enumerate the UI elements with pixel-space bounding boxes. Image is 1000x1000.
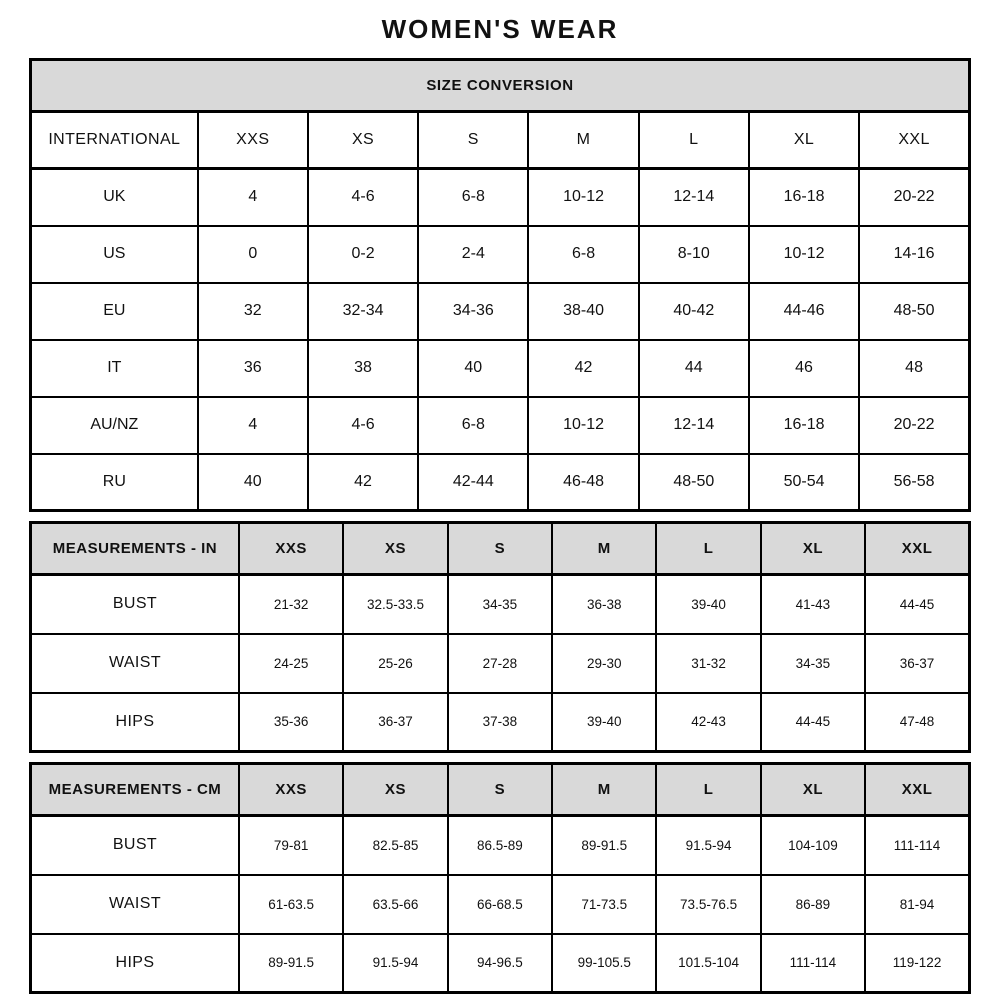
value-cell: 12-14 — [639, 169, 749, 226]
value-cell: 48 — [859, 340, 969, 397]
size-header-cell: L — [639, 112, 749, 169]
value-cell: 104-109 — [761, 816, 865, 875]
size-header-cell: XS — [343, 523, 447, 575]
table-row — [31, 397, 970, 454]
value-cell: 8-10 — [639, 226, 749, 283]
value-cell: 20-22 — [859, 397, 969, 454]
table-row — [31, 226, 970, 283]
size-conversion-title: SIZE CONVERSION — [31, 60, 970, 112]
value-cell: 25-26 — [343, 634, 447, 693]
size-header-cell: XXS — [198, 112, 308, 169]
value-cell: 39-40 — [552, 693, 656, 752]
value-cell: 82.5-85 — [343, 816, 447, 875]
size-header-cell: XXS — [239, 523, 343, 575]
value-cell: 2-4 — [418, 226, 528, 283]
value-cell: 16-18 — [749, 169, 859, 226]
table-row — [31, 454, 970, 511]
value-cell: 91.5-94 — [343, 934, 447, 993]
value-cell: 12-14 — [639, 397, 749, 454]
measurements-in-table — [29, 521, 971, 753]
value-cell: 48-50 — [859, 283, 969, 340]
size-header-cell: L — [656, 523, 760, 575]
row-label: WAIST — [31, 634, 239, 693]
size-header-cell: L — [656, 764, 760, 816]
value-cell: 31-32 — [656, 634, 760, 693]
row-label: RU — [31, 454, 198, 511]
size-header-cell: XXL — [865, 764, 969, 816]
value-cell: 89-91.5 — [552, 816, 656, 875]
value-cell: 44-45 — [865, 575, 969, 634]
row-label-international: INTERNATIONAL — [31, 112, 198, 169]
value-cell: 44-45 — [761, 693, 865, 752]
size-header-cell: S — [448, 764, 552, 816]
table-row — [31, 283, 970, 340]
size-header-cell: XL — [761, 764, 865, 816]
table-row — [31, 634, 970, 693]
value-cell: 61-63.5 — [239, 875, 343, 934]
value-cell: 36 — [198, 340, 308, 397]
value-cell: 14-16 — [859, 226, 969, 283]
measurements-in-header-row — [31, 523, 970, 575]
value-cell: 38-40 — [528, 283, 638, 340]
measurements-cm-body — [31, 816, 970, 993]
value-cell: 4-6 — [308, 169, 418, 226]
value-cell: 10-12 — [528, 169, 638, 226]
size-header-cell: XS — [308, 112, 418, 169]
size-header-cell: S — [448, 523, 552, 575]
value-cell: 40 — [418, 340, 528, 397]
measurements-cm-table — [29, 762, 971, 994]
value-cell: 42 — [528, 340, 638, 397]
value-cell: 39-40 — [656, 575, 760, 634]
value-cell: 73.5-76.5 — [656, 875, 760, 934]
value-cell: 24-25 — [239, 634, 343, 693]
value-cell: 40-42 — [639, 283, 749, 340]
value-cell: 36-38 — [552, 575, 656, 634]
value-cell: 56-58 — [859, 454, 969, 511]
row-label: HIPS — [31, 934, 239, 993]
measurements-in-body — [31, 575, 970, 752]
size-header-cell: S — [418, 112, 528, 169]
value-cell: 40 — [198, 454, 308, 511]
value-cell: 47-48 — [865, 693, 969, 752]
size-conversion-header-row — [31, 60, 970, 112]
value-cell: 6-8 — [418, 397, 528, 454]
value-cell: 6-8 — [528, 226, 638, 283]
row-label: BUST — [31, 575, 239, 634]
value-cell: 35-36 — [239, 693, 343, 752]
value-cell: 99-105.5 — [552, 934, 656, 993]
value-cell: 81-94 — [865, 875, 969, 934]
size-header-cell: XL — [749, 112, 859, 169]
value-cell: 6-8 — [418, 169, 528, 226]
row-label: EU — [31, 283, 198, 340]
value-cell: 0 — [198, 226, 308, 283]
value-cell: 10-12 — [749, 226, 859, 283]
size-header-cell: XXL — [865, 523, 969, 575]
value-cell: 4-6 — [308, 397, 418, 454]
row-label: BUST — [31, 816, 239, 875]
measurements-cm-title: MEASUREMENTS - CM — [31, 764, 239, 816]
row-label: UK — [31, 169, 198, 226]
value-cell: 79-81 — [239, 816, 343, 875]
value-cell: 46-48 — [528, 454, 638, 511]
value-cell: 101.5-104 — [656, 934, 760, 993]
value-cell: 29-30 — [552, 634, 656, 693]
value-cell: 0-2 — [308, 226, 418, 283]
size-conversion-body — [31, 169, 970, 511]
value-cell: 32 — [198, 283, 308, 340]
value-cell: 37-38 — [448, 693, 552, 752]
size-header-cell: XXS — [239, 764, 343, 816]
row-label: US — [31, 226, 198, 283]
value-cell: 4 — [198, 397, 308, 454]
value-cell: 20-22 — [859, 169, 969, 226]
table-row — [31, 169, 970, 226]
value-cell: 38 — [308, 340, 418, 397]
value-cell: 46 — [749, 340, 859, 397]
international-sizes-row — [31, 112, 970, 169]
size-header-cell: M — [528, 112, 638, 169]
value-cell: 86-89 — [761, 875, 865, 934]
value-cell: 71-73.5 — [552, 875, 656, 934]
value-cell: 42-43 — [656, 693, 760, 752]
size-header-cell: M — [552, 523, 656, 575]
value-cell: 50-54 — [749, 454, 859, 511]
value-cell: 89-91.5 — [239, 934, 343, 993]
value-cell: 34-36 — [418, 283, 528, 340]
value-cell: 91.5-94 — [656, 816, 760, 875]
value-cell: 111-114 — [865, 816, 969, 875]
value-cell: 36-37 — [865, 634, 969, 693]
table-row — [31, 340, 970, 397]
size-header-cell: XXL — [859, 112, 969, 169]
value-cell: 10-12 — [528, 397, 638, 454]
value-cell: 34-35 — [761, 634, 865, 693]
value-cell: 42 — [308, 454, 418, 511]
size-conversion-table — [29, 58, 971, 512]
value-cell: 44-46 — [749, 283, 859, 340]
value-cell: 32-34 — [308, 283, 418, 340]
value-cell: 44 — [639, 340, 749, 397]
row-label: WAIST — [31, 875, 239, 934]
row-label: HIPS — [31, 693, 239, 752]
size-header-cell: M — [552, 764, 656, 816]
table-row — [31, 693, 970, 752]
table-row — [31, 934, 970, 993]
row-label: IT — [31, 340, 198, 397]
value-cell: 48-50 — [639, 454, 749, 511]
row-label: AU/NZ — [31, 397, 198, 454]
value-cell: 16-18 — [749, 397, 859, 454]
value-cell: 36-37 — [343, 693, 447, 752]
value-cell: 119-122 — [865, 934, 969, 993]
value-cell: 21-32 — [239, 575, 343, 634]
value-cell: 66-68.5 — [448, 875, 552, 934]
value-cell: 94-96.5 — [448, 934, 552, 993]
value-cell: 41-43 — [761, 575, 865, 634]
value-cell: 111-114 — [761, 934, 865, 993]
page-title: WOMEN'S WEAR — [381, 14, 619, 44]
value-cell: 27-28 — [448, 634, 552, 693]
measurements-cm-header-row — [31, 764, 970, 816]
value-cell: 32.5-33.5 — [343, 575, 447, 634]
size-header-cell: XL — [761, 523, 865, 575]
value-cell: 86.5-89 — [448, 816, 552, 875]
value-cell: 34-35 — [448, 575, 552, 634]
table-row — [31, 875, 970, 934]
size-header-cell: XS — [343, 764, 447, 816]
value-cell: 4 — [198, 169, 308, 226]
value-cell: 63.5-66 — [343, 875, 447, 934]
measurements-in-title: MEASUREMENTS - IN — [31, 523, 239, 575]
table-row — [31, 816, 970, 875]
table-row — [31, 575, 970, 634]
value-cell: 42-44 — [418, 454, 528, 511]
